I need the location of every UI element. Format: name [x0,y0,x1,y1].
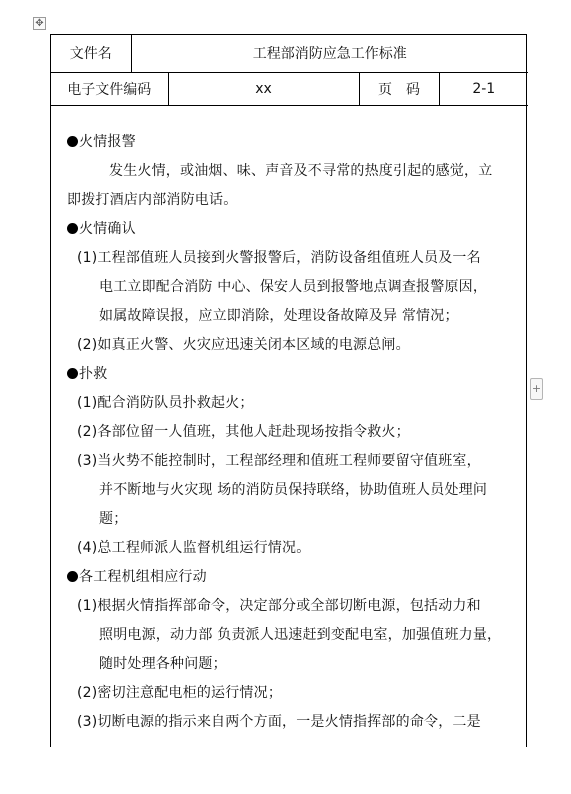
body-text-line: 电工立即配合消防 中心、保安人员到报警地点调查报警原因， [99,279,488,295]
body-text-line: 照明电源，动力部 负责派人迅速赶到变配电室，加强值班力量， [99,627,502,643]
bullet-icon [67,223,78,234]
file-name-label: 文件名 [51,35,131,72]
bullet-icon [67,368,78,379]
body-text-line: 发生火情，或油烟、味、声音及不寻常的热度引起的感觉，立 [109,163,493,179]
page-label: 页 码 [359,72,439,105]
file-code-value: xx [168,72,359,105]
body-text-line: (3)切断电源的指示来自两个方面，一是火情指挥部的命令，二是 [77,714,481,730]
document-title: 工程部消防应急工作标准 [131,35,528,72]
body-text-line: 如属故障误报，应立即消除，处理设备故障及异 常情况； [99,308,459,324]
body-text-line: (1)工程部值班人员接到火警报警后，消防设备组值班人员及一名 [77,250,481,266]
section-heading: 火情确认 [79,221,136,237]
document-page [50,34,527,747]
section-heading: 扑救 [79,366,108,382]
body-text-line: 并不断地与火灾现 场的消防员保持联络，协助值班人员处理问 [99,482,488,498]
header-table [51,35,528,106]
add-column-icon[interactable]: + [530,378,543,400]
body-text-line: (2)密切注意配电柜的运行情况； [77,685,283,701]
body-text-line: 随时处理各种问题； [99,656,227,672]
body-text-line: (1)根据火情指挥部命令，决定部分或全部切断电源，包括动力和 [77,598,481,614]
table-move-handle-icon[interactable]: ✥ [33,17,46,30]
body-text-line: (2)如真正火警、火灾应迅速关闭本区域的电源总闸。 [77,337,410,353]
body-text-line: 题； [99,511,128,527]
page-value: 2-1 [439,72,528,105]
body-text-line: 即拨打酒店内部消防电话。 [67,192,238,208]
body-text-line: (2)各部位留一人值班，其他人赶赴现场按指令救火； [77,424,410,440]
bullet-icon [67,136,78,147]
file-code-label: 电子文件编码 [51,72,168,105]
section-heading: 火情报警 [79,134,136,150]
bullet-icon [67,571,78,582]
body-text-line: (1)配合消防队员扑救起火； [77,395,254,411]
body-text-line: (4)总工程师派人监督机组运行情况。 [77,540,311,556]
body-text-line: (3)当火势不能控制时，工程部经理和值班工程师要留守值班室， [77,453,481,469]
section-heading: 各工程机组相应行动 [79,569,207,585]
